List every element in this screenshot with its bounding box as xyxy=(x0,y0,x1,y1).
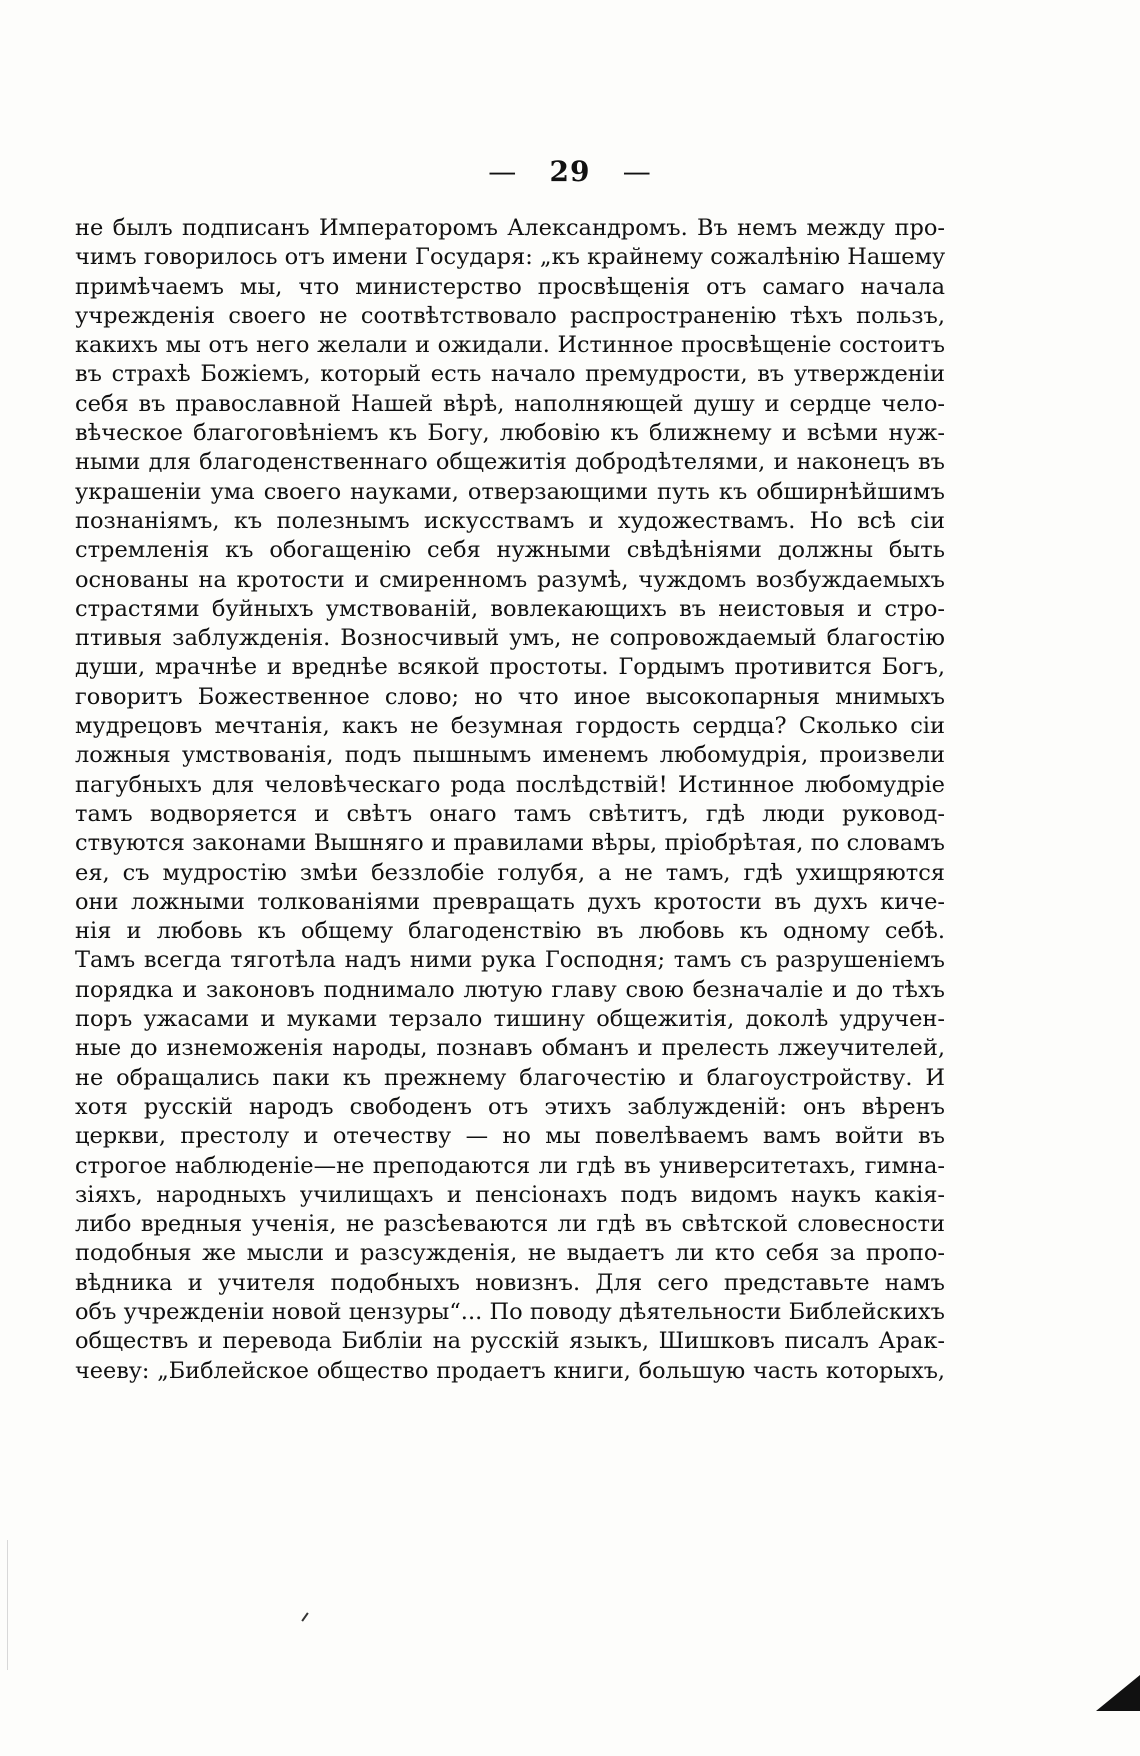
text-line: пагубныхъ для человѣческаго рода послѣдствій! Истинное любомудріе xyxy=(75,771,945,798)
text-line: они ложными толкованіями превращать духъ кротости въ духъ киче- xyxy=(75,888,945,915)
text-line: строгое наблюденіе—не преподаются ли гдѣ въ университетахъ, гимна- xyxy=(75,1152,945,1179)
text-line: ствуются законами Вышняго и правилами вѣры, пріобрѣтая, по словамъ xyxy=(75,830,945,857)
text-line: чееву: „Библейское общество продаетъ книги, большую часть которыхъ, xyxy=(75,1357,945,1384)
text-line: ными для благоденственнаго общежитія добродѣтелями, и наконецъ въ xyxy=(75,449,945,476)
text-line: обществъ и перевода Библіи на русскій языкъ, Шишковъ писалъ Арак- xyxy=(75,1328,945,1355)
text-line: не былъ подписанъ Императоромъ Александромъ. Въ немъ между про- xyxy=(75,215,945,241)
dash-right: — xyxy=(622,155,652,188)
text-line: души, мрачнѣе и вреднѣе всякой простоты. Гордымъ противится Богъ, xyxy=(75,654,945,681)
text-line: поръ ужасами и муками терзало тишину общежитія, доколѣ удручен- xyxy=(75,1006,945,1033)
stray-pen-mark xyxy=(301,1612,308,1621)
text-line: примѣчаемъ мы, что министерство просвѣщенія отъ самаго начала xyxy=(75,273,945,300)
text-line: говоритъ Божественное слово; но что иное высокопарныя мнимыхъ xyxy=(75,683,945,710)
text-line: учрежденія своего не соотвѣтствовало распространенію тѣхъ пользъ, xyxy=(75,302,945,329)
text-line: какихъ мы отъ него желали и ожидали. Истинное просвѣщеніе состоитъ xyxy=(75,332,945,359)
text-line: вѣческое благоговѣніемъ къ Богу, любовію къ ближнему и всѣми нуж- xyxy=(75,420,945,447)
text-line: ложныя умствованія, подъ пышнымъ именемъ любомудрія, произвели xyxy=(75,742,945,769)
text-line: ные до изнеможенія народы, познавъ обманъ и прелесть лжеучителей, xyxy=(75,1035,945,1062)
text-line: основаны на кротости и смиренномъ разумѣ, чуждомъ возбуждаемыхъ xyxy=(75,566,945,593)
text-line: не обращались паки къ прежнему благочестію и благоустройству. И xyxy=(75,1064,945,1091)
text-line: въ страхѣ Божіемъ, который есть начало премудрости, въ утвержденіи xyxy=(75,361,945,388)
page-corner-shadow xyxy=(1096,1675,1140,1711)
text-line: страстями буйныхъ умствованій, вовлекающихъ въ неистовыя и стро- xyxy=(75,595,945,622)
text-line: нія и любовь къ общему благоденствію въ любовь къ одному себѣ. xyxy=(75,918,945,945)
text-line: познаніямъ, къ полезнымъ искусствамъ и художествамъ. Но всѣ сіи xyxy=(75,507,945,534)
text-line: объ учрежденіи новой цензуры“... По поводу дѣятельности Библейскихъ xyxy=(75,1298,945,1325)
text-line: птивыя заблужденія. Возносчивый умъ, не сопровождаемый благостію xyxy=(75,625,945,652)
text-line: подобныя же мысли и разсужденія, не выдаетъ ли кто себя за пропо- xyxy=(75,1240,945,1267)
text-line: тамъ водворяется и свѣтъ онаго тамъ свѣтитъ, гдѣ люди руковод- xyxy=(75,800,945,827)
text-line: стремленія къ обогащенію себя нужными свѣдѣніями должны быть xyxy=(75,537,945,564)
dash-left: — xyxy=(488,155,518,188)
text-line: Тамъ всегда тяготѣла надъ ними рука Господня; тамъ съ разрушеніемъ xyxy=(75,947,945,974)
text-line: мудрецовъ мечтанія, какъ не безумная гордость сердца? Сколько сіи xyxy=(75,713,945,740)
page-number-header xyxy=(0,155,1140,188)
text-line: себя въ православной Нашей вѣрѣ, наполняющей душу и сердце чело- xyxy=(75,390,945,417)
scan-edge-line xyxy=(7,1540,8,1670)
text-line: вѣдника и учителя подобныхъ новизнъ. Для сего представьте намъ xyxy=(75,1269,945,1296)
page-number: 29 xyxy=(549,155,591,188)
body-text xyxy=(75,214,945,1386)
text-line: либо вредныя ученія, не разсѣеваются ли гдѣ въ свѣтской словесности xyxy=(75,1211,945,1238)
text-line: чимъ говорилось отъ имени Государя: „къ крайнему сожалѣнію Нашему xyxy=(75,244,946,271)
text-line: порядка и законовъ поднимало лютую главу свою безначаліе и до тѣхъ xyxy=(75,976,945,1003)
text-line: ея, съ мудростію змѣи беззлобіе голубя, а не тамъ, гдѣ ухищряются xyxy=(75,859,945,886)
text-line: церкви, престолу и отечеству — но мы повелѣваемъ вамъ войти въ xyxy=(75,1123,945,1150)
text-line: зіяхъ, народныхъ училищахъ и пенсіонахъ подъ видомъ наукъ какія- xyxy=(75,1181,945,1208)
text-line: украшеніи ума своего науками, отверзающими путь къ обширнѣйшимъ xyxy=(75,478,945,505)
text-line: хотя русскій народъ свободенъ отъ этихъ заблужденій: онъ вѣренъ xyxy=(75,1093,945,1120)
